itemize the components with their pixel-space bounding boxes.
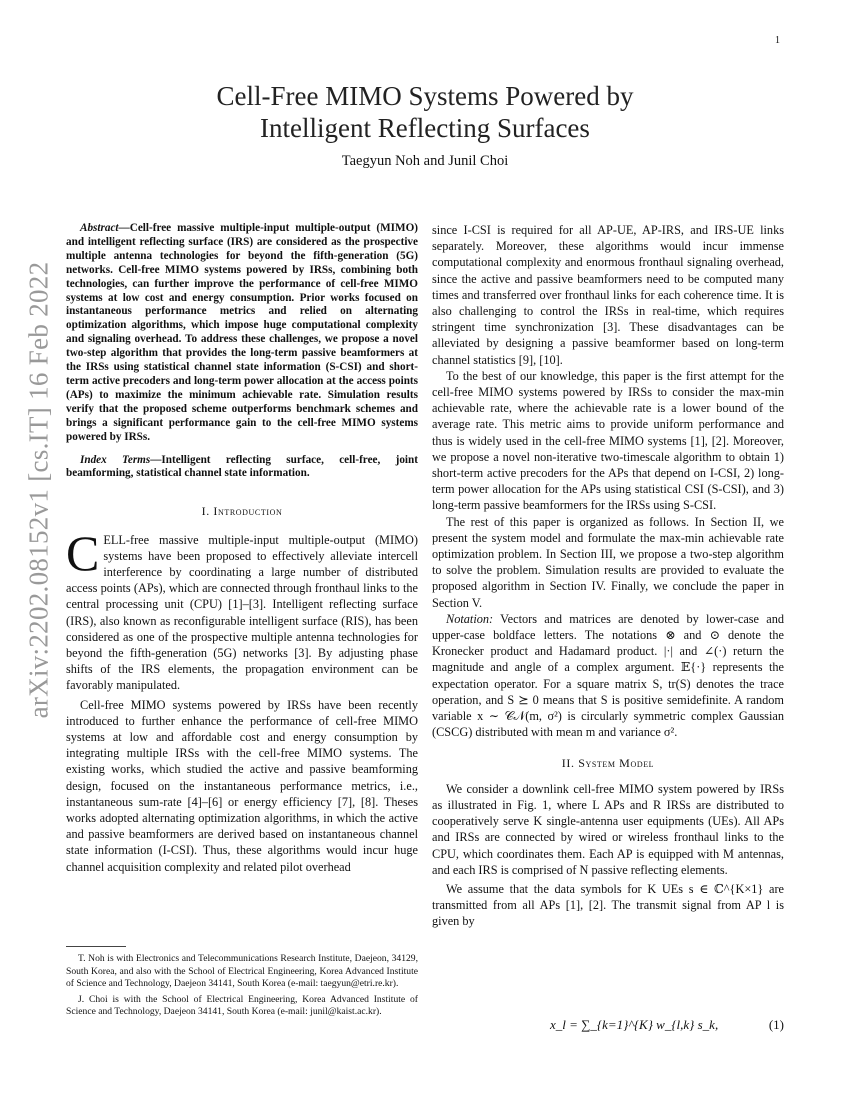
system-paragraph-2: We assume that the data symbols for K UEs s ∈ ℂ^{K×1} are transmitted from all APs [1], [2]. The transmit signal from AP l is given by [432, 881, 784, 929]
abstract-label: Abstract [80, 222, 119, 234]
page-number: 1 [775, 35, 780, 46]
left-column [66, 222, 418, 875]
right-paragraph-1: since I-CSI is required for all AP-UE, AP-IRS, and IRS-UE links separately. Moreover, these algorithms would incur immense computational complexity and enormous fronthaul signaling overhead, since the active and passive beamformers need to be computed many times and transferred over fronthaul links for each coherence time. It is also challenging to control the IRSs in real-time, which requires stringent time synchronization [3]. These disadvantages can be alleviated by designing a passive beamformer based on long-term channel statistics [9], [10]. [432, 223, 784, 367]
notation-paragraph [432, 611, 784, 741]
equation-1-number: (1) [768, 1017, 784, 1032]
index-terms [66, 454, 418, 482]
equation-1-body: x_l = ∑_{k=1}^{K} w_{l,k} s_k, [550, 1017, 719, 1032]
right-paragraph-2: To the best of our knowledge, this paper is the first attempt for the cell-free MIMO systems powered by IRSs to consider the max-min achievable rate, where the achievable rate is a lower bound of the average rate. This metric aims to provide uniform performance and thus is widely used in the cell-free MIMO systems [1], [2]. Moreover, we propose a novel non-iterative two-timescale algorithm to obtain 1) short-term active precoders for the APs that depend on I-CSI, 2) long-term power allocation for the APs using statistical CSI (S-CSI), and 3) long-term passive beamformers for the IRSs using S-CSI. [432, 368, 784, 513]
footnote-rule [66, 946, 126, 947]
system-paragraph-1: We consider a downlink cell-free MIMO system powered by IRSs as illustrated in Fig. 1, where L APs and R IRSs are distributed to cooperatively serve K single-antenna user equipments (UEs). All APs and IRSs are connected by wired or wireless fronthaul links to the CPU, which coordinates them. Each AP is equipped with M antennas, and each IRS is comprised of N passive reflecting elements. [432, 781, 784, 877]
notation-label: Notation: [446, 611, 494, 626]
intro-paragraph-2: Cell-free MIMO systems powered by IRSs have been recently introduced to further enhance the performance of cell-free MIMO systems at low and affordable cost and energy consumption by integrating multiple IRSs with the cell-free MIMO systems. The existing works, which studied the active and passive beamforming design, focused on the instantaneous performance metrics, i.e., instantaneous sum-rate [4]–[6] or energy efficiency [7], [8]. Theses works adopted alternating optimization algorithms, in which the active and passive beamformers are derived based on instantaneous channel state information (I-CSI). Thus, these algorithms would incur huge channel acquisition complexity and related pilot overhead [66, 697, 418, 874]
arxiv-stamp [14, 261, 64, 719]
abstract [66, 222, 418, 445]
footnotes [66, 946, 418, 1022]
arxiv-stamp-text: arXiv:2202.08152v1 [cs.IT] 16 Feb 2022 [23, 261, 54, 719]
title-line-2: Intelligent Reflecting Surfaces [260, 113, 590, 143]
title-line-1: Cell-Free MIMO Systems Powered by [216, 81, 634, 111]
intro-p1-text: ELL-free massive multiple-input multiple-output (MIMO) systems have been proposed to effectively alleviate intercell interference by coordinating a large number of distributed access points (APs), which are connected through fronthaul links to the central processing unit (CPU) [1]–[3]. Intelligent reflecting surface (IRS), also known as reconfigurable intelligent surface (RIS), has been considered as one of the prospective multiple antenna technologies for beyond the fifth-generation (5G) networks [3]. By adjusting phase shifts of the IRS elements, the propagation environment can be favorably manipulated. [66, 532, 418, 693]
index-terms-label: Index Terms [80, 453, 151, 466]
footnote-2: J. Choi is with the School of Electrical Engineering, Korea Advanced Institute of Science and Technology, Daejeon 34141, South Korea (e-mail: junil@kaist.ac.kr). [66, 993, 418, 1017]
paper-title [0, 80, 850, 144]
right-column [432, 222, 784, 930]
section-heading-system-model: II. System Model [561, 755, 655, 770]
authors: Taegyun Noh and Junil Choi [341, 153, 509, 169]
dropcap: C [66, 524, 100, 581]
abstract-text: —Cell-free massive multiple-input multiple-output (MIMO) and intelligent reflecting surface (IRS) are considered as the prospective multiple antenna technologies for beyond the fifth-generation (5G) networks. Cell-free MIMO systems powered by IRSs, combining both technologies, can further improve the performance of cell-free MIMO systems at low cost and energy consumption. Prior works focused on instantaneous performance metrics and relied on alternating optimization algorithms, which impose huge computational complexity and signaling overhead. To address these challenges, we propose a novel two-step algorithm that provides the long-term passive beamformers at the IRSs using statistical channel state information (S-CSI) and short-term active precoders and long-term power allocation at the access points (APs) to maximize the minimum achievable rate. Simulation results verify that the proposed scheme outperforms benchmark schemes and brings a significant performance gain to the cell-free MIMO systems powered by IRSs. [66, 222, 418, 443]
notation-text: Vectors and matrices are denoted by lower-case and upper-case boldface letters. The notations ⊗ and ⊙ denote the Kronecker product and Hadamard product. |·| and ∠(·) return the magnitude and angle of a complex argument. 𝔼{·} represents the expectation operator. For a square matrix S, tr(S) denotes the trace operation, and S ⪰ 0 means that S is positive semidefinite. A random variable x ∼ 𝒞𝒩(m, σ²) is circularly symmetric complex Gaussian (CSCG) distributed with mean m and variance σ². [432, 611, 784, 740]
footnote-1: T. Noh is with Electronics and Telecommunications Research Institute, Daejeon, 34129, South Korea, and also with the School of Electrical Engineering, Korea Advanced Institute of Science and Technology, Daejeon 34141, South Korea (e-mail: taegyun@etri.re.kr). [66, 953, 418, 989]
section-heading-introduction: I. Introduction [201, 504, 283, 519]
right-paragraph-3: The rest of this paper is organized as follows. In Section II, we present the system model and formulate the max-min achievable rate optimization problem. In Section III, we propose a two-step algorithm to solve the problem. Simulation results are provided to evaluate the proposed algorithm in Section IV. Finally, we conclude the paper in Section V. [432, 514, 784, 610]
equation-1 [432, 1017, 784, 1037]
intro-paragraph-1 [66, 524, 418, 694]
index-terms-text: —Intelligent reflecting surface, cell-free, joint beamforming, statistical channel state information. [66, 453, 418, 480]
